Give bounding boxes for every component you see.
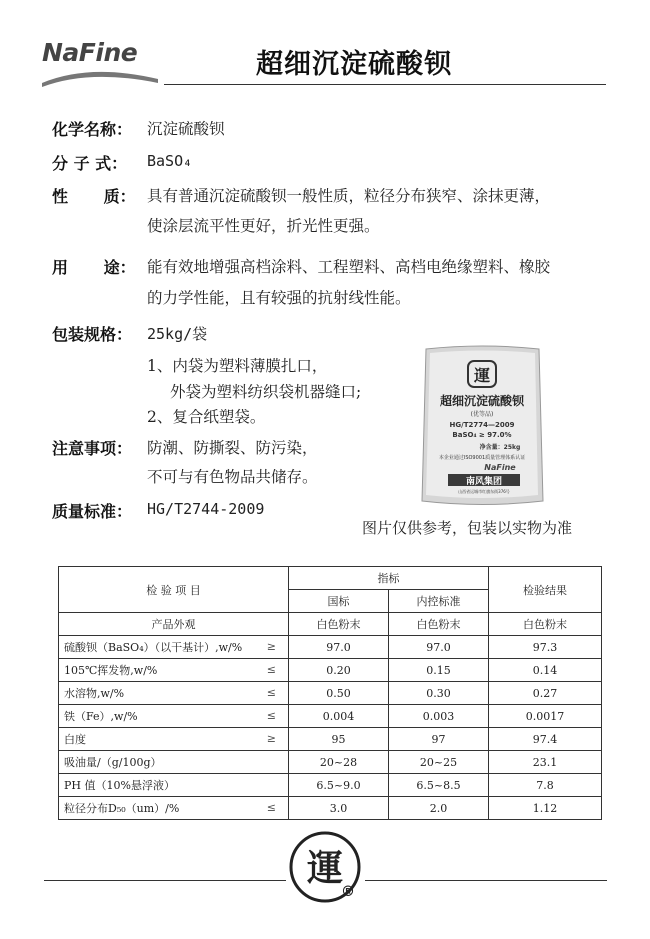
row-result: 1.12 (489, 797, 602, 820)
packaging-item1a: 1、内袋为塑料薄膜扎口， (147, 357, 328, 375)
chemical-name-value: 沉淀硫酸钡 (147, 120, 225, 138)
bag-content: BaSO₄ ≥ 97.0% (452, 431, 512, 439)
row-item (59, 705, 289, 728)
row-national: 20~28 (289, 751, 389, 774)
footer-divider-right (365, 880, 607, 881)
row-item-text: 粒径分布D₅₀（um）/% (64, 802, 180, 815)
table-row (59, 728, 602, 751)
table-row (59, 613, 602, 636)
row-symbol: ≤ (266, 686, 276, 699)
image-caption: 图片仅供参考，包装以实物为准 (362, 519, 573, 537)
packaging-label: 包装规格： (52, 325, 133, 344)
row-item-text: PH 值（10%悬浮液） (64, 779, 175, 792)
row-internal: 0.15 (389, 659, 489, 682)
row-symbol: ≤ (266, 801, 276, 814)
row-item (59, 682, 289, 705)
notes-label: 注意事项： (52, 439, 133, 458)
row-national: 95 (289, 728, 389, 751)
header-divider (164, 84, 606, 85)
table-row (59, 751, 602, 774)
row-result: 97.3 (489, 636, 602, 659)
packaging-item2: 2、复合纸塑袋。 (147, 408, 266, 426)
row-symbol: ≤ (266, 663, 276, 676)
row-symbol: ≥ (266, 732, 276, 745)
bag-cert: 本企业通过ISO9001质量管理体系认证 (438, 455, 526, 461)
row-item-text: 吸油量/（g/100g） (64, 756, 162, 769)
notes-line2: 不可与有色物品共储存。 (147, 468, 318, 486)
product-bag-image (420, 343, 545, 508)
header-item: 检 验 项 目 (59, 567, 289, 613)
standard-label: 质量标准： (52, 502, 133, 521)
bag-brand: NaFine (484, 463, 516, 472)
bag-title: 超细沉淀硫酸钡 (439, 394, 525, 408)
row-result: 23.1 (489, 751, 602, 774)
header-indicator: 指标 (289, 567, 489, 590)
bag-company: 南风集团 (465, 477, 503, 487)
row-result: 7.8 (489, 774, 602, 797)
properties-label: 性 质： (52, 187, 136, 206)
row-national: 3.0 (289, 797, 389, 820)
row-item (59, 728, 289, 751)
row-result: 97.4 (489, 728, 602, 751)
row-item (59, 636, 289, 659)
row-national: 0.20 (289, 659, 389, 682)
row-item: 产品外观 (59, 613, 289, 636)
bag-grade: (优等品) (470, 411, 494, 418)
notes-line1: 防潮、防撕裂、防污染， (147, 439, 318, 457)
bag-address: 山西省运城市红旗东街376号 (458, 489, 510, 494)
table-header-row (59, 567, 602, 590)
packaging-value: 25kg/袋 (147, 325, 208, 343)
row-result: 0.0017 (489, 705, 602, 728)
packaging-item1b: 外袋为塑料纺织袋机器缝口; (170, 383, 362, 401)
logo-text: NaFine (42, 38, 138, 67)
row-internal: 97 (389, 728, 489, 751)
row-internal: 2.0 (389, 797, 489, 820)
row-item-text: 铁（Fe）,w/% (64, 710, 138, 723)
row-item-text: 水溶物,w/% (64, 687, 125, 700)
row-national: 0.004 (289, 705, 389, 728)
table-row (59, 636, 602, 659)
bag-net: 净含量：25kg (479, 444, 521, 451)
footer-emblem-glyph: 運 (306, 848, 344, 889)
formula-label: 分 子 式： (52, 154, 128, 173)
properties-line2: 使涂层流平性更好，折光性更强。 (147, 217, 380, 235)
row-item (59, 659, 289, 682)
row-internal: 0.003 (389, 705, 489, 728)
row-item (59, 774, 289, 797)
row-internal: 0.30 (389, 682, 489, 705)
registered-mark: ® (341, 884, 355, 900)
row-national: 97.0 (289, 636, 389, 659)
page-title: 超细沉淀硫酸钡 (256, 49, 452, 80)
uses-line1: 能有效地增强高档涂料、工程塑料、高档电绝缘塑料、橡胶 (147, 258, 551, 276)
table-row (59, 774, 602, 797)
header-national: 国标 (289, 590, 389, 613)
row-internal: 20~25 (389, 751, 489, 774)
row-internal: 6.5~8.5 (389, 774, 489, 797)
table-row (59, 705, 602, 728)
uses-label: 用 途： (52, 258, 136, 277)
row-item-text: 105℃挥发物,w/% (64, 664, 158, 677)
row-item (59, 797, 289, 820)
row-national: 白色粉末 (289, 613, 389, 636)
row-internal: 97.0 (389, 636, 489, 659)
row-result: 0.27 (489, 682, 602, 705)
row-national: 6.5~9.0 (289, 774, 389, 797)
row-symbol: ≥ (266, 640, 276, 653)
uses-line2: 的力学性能，且有较强的抗射线性能。 (147, 289, 411, 307)
table-row (59, 797, 602, 820)
chemical-name-label: 化学名称： (52, 120, 133, 139)
standard-value: HG/T2744-2009 (147, 500, 265, 518)
header-internal: 内控标准 (389, 590, 489, 613)
properties-line1: 具有普通沉淀硫酸钡一般性质，粒径分布狭窄、涂抹更薄， (147, 187, 551, 205)
row-result: 0.14 (489, 659, 602, 682)
bag-emblem: 運 (473, 366, 491, 385)
row-national: 0.50 (289, 682, 389, 705)
row-result: 白色粉末 (489, 613, 602, 636)
row-internal: 白色粉末 (389, 613, 489, 636)
bag-standard: HG/T2774—2009 (449, 421, 515, 429)
header-result: 检验结果 (489, 567, 602, 613)
row-symbol: ≤ (266, 709, 276, 722)
row-item-text: 硫酸钡（BaSO₄）（以干基计）,w/% (64, 641, 243, 654)
formula-value: BaSO₄ (147, 152, 193, 170)
table-row (59, 659, 602, 682)
footer-divider-left (44, 880, 286, 881)
table-row (59, 682, 602, 705)
spec-table (58, 566, 602, 820)
row-item (59, 751, 289, 774)
row-item-text: 白度 (64, 733, 86, 746)
